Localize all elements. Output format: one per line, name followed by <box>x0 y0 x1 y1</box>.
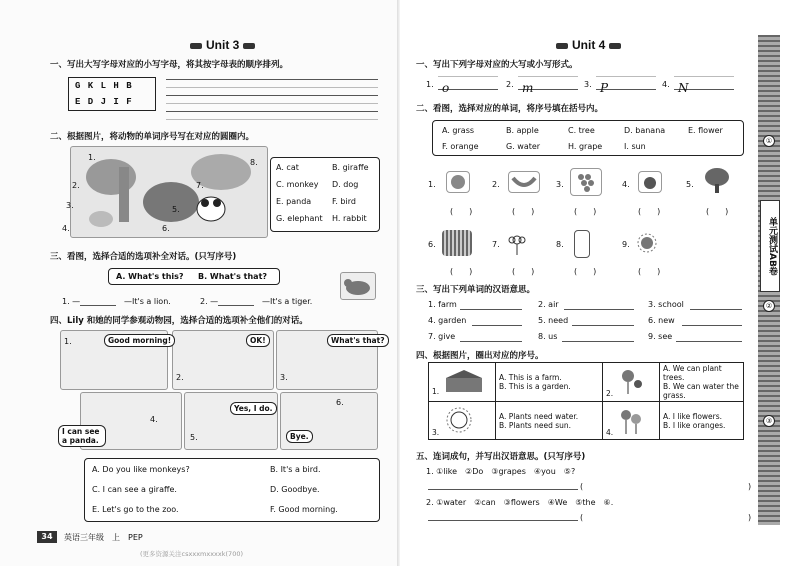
tree-icon <box>702 166 732 194</box>
handwritten-answer: N <box>678 81 689 95</box>
unit3-title: Unit 3 <box>186 38 259 52</box>
word: 2. air <box>538 300 559 309</box>
r-q2-num: 4. <box>622 180 630 189</box>
option: D. Goodbye. <box>270 485 320 494</box>
word: 1. farm <box>428 300 457 309</box>
word: 3. school <box>648 300 684 309</box>
writing-line <box>166 103 378 104</box>
banana-icon <box>508 171 540 193</box>
answer-blank[interactable] <box>690 309 742 310</box>
r-q4-choice-cell[interactable] <box>496 402 603 440</box>
choice-b[interactable]: B. This is a garden. <box>499 382 571 391</box>
q3-instruction: 三、看图，选择合适的选项补全对话。(只写序号) <box>50 252 237 262</box>
speech-bubble: Yes, I do. <box>230 402 277 415</box>
answer-paren[interactable]: ( ) <box>450 207 473 216</box>
paren-close: ) <box>748 482 752 491</box>
option: D. dog <box>332 180 359 189</box>
paren-open: ( <box>580 482 584 491</box>
book-title: 英语三年级 上 PEP <box>64 533 143 542</box>
q1-instruction: 一、写出大写字母对应的小写字母，将其按字母表的顺序排列。 <box>50 60 289 70</box>
r-q4-pic-cell <box>603 363 660 402</box>
option: A. cat <box>276 163 299 172</box>
q4-instruction: 四、Lily 和她的同学参观动物园，选择合适的选项补全他们的对话。 <box>50 316 308 326</box>
answer-blank[interactable] <box>460 341 522 342</box>
writing-line[interactable] <box>166 79 378 80</box>
watermark: (更多资源关注csxxxmxxxxk(700) <box>140 550 243 558</box>
planting-tree-icon <box>616 366 646 396</box>
apple-icon <box>638 171 662 193</box>
r-q1-num: 3. <box>584 80 592 89</box>
r-q4-choice-cell[interactable] <box>496 363 603 402</box>
r-q2-num: 9. <box>622 240 630 249</box>
answer-paren[interactable]: ( ) <box>512 207 535 216</box>
answer-blank[interactable] <box>460 309 522 310</box>
orange-icon <box>446 171 470 193</box>
answer-blank[interactable] <box>572 325 634 326</box>
r-q2-num: 2. <box>492 180 500 189</box>
r-q2-num: 3. <box>556 180 564 189</box>
option: C. monkey <box>276 180 319 189</box>
flower-icon <box>504 230 530 256</box>
q3-line2-reply: —It's a tiger. <box>262 297 313 306</box>
handwriting-field[interactable] <box>518 76 578 95</box>
answer-blank[interactable] <box>80 305 116 306</box>
word: 9. see <box>648 332 673 341</box>
r-q5-instruction: 五、连词成句，并写出汉语意思。(只写序号) <box>416 452 586 462</box>
r-q4-num: 2. <box>606 389 614 398</box>
option: H. rabbit <box>332 214 367 223</box>
option: G. elephant <box>276 214 323 223</box>
option: E. Let's go to the zoo. <box>92 505 179 514</box>
choice-b[interactable]: B. We can water the grass. <box>663 382 739 400</box>
word: 4. garden <box>428 316 467 325</box>
answer-paren[interactable]: ( ) <box>574 207 597 216</box>
r-q1-instruction: 一、写出下列字母对应的大写或小写形式。 <box>416 60 578 70</box>
handwritten-answer: P <box>600 81 609 95</box>
writing-line[interactable] <box>166 111 378 112</box>
unit4-title: Unit 4 <box>552 38 625 52</box>
answer-blank[interactable] <box>218 305 254 306</box>
spine-circle: ① <box>763 135 775 147</box>
handwriting-field[interactable] <box>596 76 656 95</box>
r-q2-num: 7. <box>492 240 500 249</box>
answer-paren[interactable]: ( ) <box>574 267 597 276</box>
r-q2-num: 1. <box>428 180 436 189</box>
q2-label: 1. <box>88 153 96 162</box>
writing-line[interactable] <box>166 95 378 96</box>
sun-icon <box>636 232 658 252</box>
option: I. sun <box>624 142 646 151</box>
r-q2-num: 8. <box>556 240 564 249</box>
speech-bubble: Good morning! <box>104 334 175 347</box>
option: D. banana <box>624 126 666 135</box>
q2-label: 7. <box>196 181 204 190</box>
option: E. panda <box>276 197 312 206</box>
q2-label: 4. <box>62 224 70 233</box>
writing-line <box>166 87 378 88</box>
q3-line2-num: 2. — <box>200 297 219 306</box>
speech-bubble: What's that? <box>327 334 389 347</box>
r-q1-num: 2. <box>506 80 514 89</box>
option: F. Good morning. <box>270 505 338 514</box>
q4-num: 6. <box>336 398 344 407</box>
letters-row-2: E D J I F <box>75 97 133 107</box>
option: A. What's this? <box>116 272 184 281</box>
answer-paren[interactable]: ( ) <box>638 207 661 216</box>
option: A. Do you like monkeys? <box>92 465 190 474</box>
tiger-picture <box>340 272 376 300</box>
q2-label: 2. <box>72 181 80 190</box>
answer-paren[interactable]: ( ) <box>706 207 729 216</box>
option: H. grape <box>568 142 603 151</box>
q4-num: 1. <box>64 337 72 346</box>
writing-line <box>166 119 378 120</box>
r-q4-pic-cell <box>603 402 660 440</box>
r-q4-choice-cell[interactable] <box>660 363 744 402</box>
farm-icon <box>442 368 486 394</box>
answer-blank[interactable] <box>472 325 522 326</box>
q2-label: 3. <box>66 201 74 210</box>
r-q4-table <box>428 362 744 440</box>
ornament-icon <box>190 43 202 49</box>
q2-label: 5. <box>172 205 180 214</box>
q2-label: 6. <box>162 224 170 233</box>
choice-b[interactable]: B. Plants need sun. <box>499 420 572 430</box>
spine-circle: ② <box>763 300 775 312</box>
r-q4-pic-cell <box>429 363 496 402</box>
word: 5. need <box>538 316 569 325</box>
option: E. flower <box>688 126 723 135</box>
option: B. What's that? <box>198 272 268 281</box>
scene-5 <box>184 392 278 450</box>
water-bottle-icon <box>574 230 590 258</box>
speech-bubble: I can see a panda. <box>58 425 106 447</box>
word: 8. us <box>538 332 558 341</box>
word: 6. new <box>648 316 675 325</box>
flowers-icon <box>616 405 646 435</box>
q4-num: 2. <box>176 373 184 382</box>
r-q1-num: 1. <box>426 80 434 89</box>
choice-a[interactable]: A. We can plant trees. <box>663 364 722 382</box>
r-q5-line2: 2. ①water ②can ③flowers ④We ⑤the ⑥. <box>426 498 614 507</box>
option: B. giraffe <box>332 163 369 172</box>
sun-icon <box>442 405 476 435</box>
spine-circle: ③ <box>763 415 775 427</box>
answer-blank[interactable] <box>564 309 634 310</box>
grass-icon <box>442 230 472 256</box>
grape-icon <box>570 168 602 196</box>
r-q3-instruction: 三、写出下列单词的汉语意思。 <box>416 285 536 295</box>
letters-row-1: G K L H B <box>75 81 133 91</box>
option: A. grass <box>442 126 475 135</box>
ornament-icon <box>556 43 568 49</box>
r-q4-num: 1. <box>432 387 440 396</box>
r-q4-instruction: 四、根据图片，圈出对应的序号。 <box>416 351 544 361</box>
q2-label: 8. <box>250 158 258 167</box>
r-q2-instruction: 二、看图，选择对应的单词，将序号填在括号内。 <box>416 104 604 114</box>
q2-instruction: 二、根据图片，将动物的单词序号写在对应的圆圈内。 <box>50 132 255 142</box>
answer-blank[interactable] <box>562 341 634 342</box>
q3-line1-num: 1. — <box>62 297 81 306</box>
q4-num: 3. <box>280 373 288 382</box>
option: B. It's a bird. <box>270 465 321 474</box>
option: F. bird <box>332 197 356 206</box>
option: C. I can see a giraffe. <box>92 485 177 494</box>
r-q2-num: 5. <box>686 180 694 189</box>
paren-open: ( <box>580 513 584 522</box>
handwritten-answer: m <box>522 81 534 95</box>
answer-paren[interactable]: ( ) <box>512 267 535 276</box>
r-q2-num: 6. <box>428 240 436 249</box>
word: 7. give <box>428 332 456 341</box>
r-q4-num: 3. <box>432 427 440 437</box>
paren-close: ) <box>748 513 752 522</box>
choice-a[interactable]: A. Plants need water. <box>499 411 579 421</box>
r-q4-choice-cell[interactable] <box>660 402 744 440</box>
answer-blank[interactable] <box>428 489 578 490</box>
ornament-icon <box>609 43 621 49</box>
answer-paren[interactable]: ( ) <box>450 267 473 276</box>
r-q5-line1: 1. ①like ②Do ③grapes ④you ⑤? <box>426 467 576 476</box>
r-q1-num: 4. <box>662 80 670 89</box>
option: F. orange <box>442 142 479 151</box>
option: B. apple <box>506 126 539 135</box>
choice-b[interactable]: B. I like oranges. <box>663 420 726 430</box>
tiger-icon <box>341 273 375 299</box>
answer-blank[interactable] <box>428 520 578 521</box>
q4-num: 5. <box>190 433 198 442</box>
handwriting-field[interactable] <box>438 76 498 95</box>
page-number: 34 <box>37 531 57 543</box>
q3-line1-reply: —It's a lion. <box>124 297 171 306</box>
answer-blank[interactable] <box>682 325 742 326</box>
option: C. tree <box>568 126 595 135</box>
option: G. water <box>506 142 541 151</box>
speech-bubble: Bye. <box>286 430 313 443</box>
choice-a[interactable]: A. I like flowers. <box>663 411 723 421</box>
spine-title: 单元测试AB卷 <box>760 200 780 292</box>
speech-bubble: OK! <box>246 334 270 347</box>
ornament-icon <box>243 43 255 49</box>
r-q4-num: 4. <box>606 427 614 437</box>
choice-a[interactable]: A. This is a farm. <box>499 373 562 382</box>
letter-box <box>68 77 156 111</box>
handwritten-answer: o <box>442 81 450 95</box>
r-q4-pic-cell <box>429 402 496 440</box>
answer-paren[interactable]: ( ) <box>638 267 661 276</box>
answer-blank[interactable] <box>676 341 742 342</box>
handwriting-field[interactable] <box>674 76 734 95</box>
q4-num: 4. <box>150 415 158 424</box>
